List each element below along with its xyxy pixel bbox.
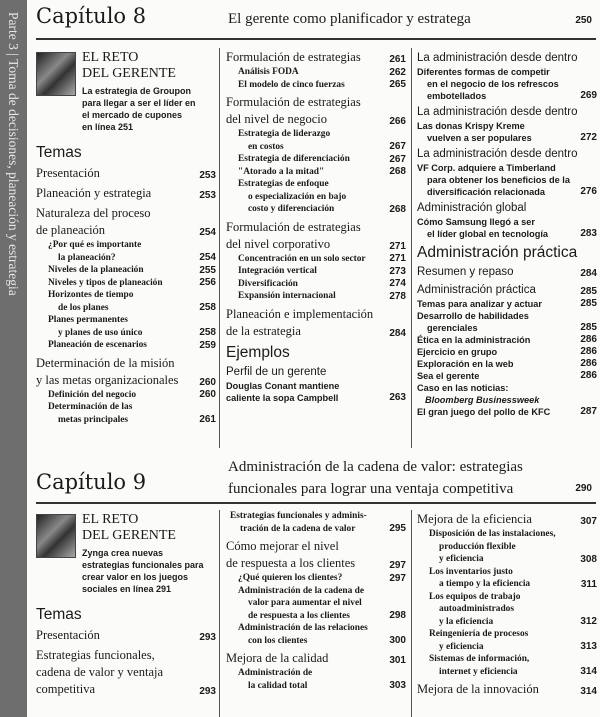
page-number: 269: [580, 90, 597, 101]
toc-entry: [226, 622, 406, 647]
entry-text: Administración de las relaciones: [238, 623, 368, 633]
entry-text: La administración desde dentro: [417, 106, 578, 118]
toc-entry: [417, 370, 597, 382]
toc-entry: [226, 278, 406, 291]
page-number: 298: [389, 610, 406, 621]
entry-text: de los planes: [58, 302, 109, 313]
page-number: 295: [389, 523, 406, 534]
entry-text: Planeación y estrategia: [36, 186, 152, 200]
page-number: 308: [580, 553, 597, 565]
entry-text: vuelven a ser populares: [427, 133, 532, 143]
toc-entry: [226, 306, 406, 340]
chapter-9-title: Administración de la cadena de valor: estrategias funcionales para lograr una ventaja competitiva: [228, 459, 523, 497]
page-number: 301: [389, 655, 406, 666]
page-number: 255: [199, 264, 216, 276]
entry-text: Definición del negocio: [48, 389, 137, 400]
entry-text: Mejora de la calidad: [226, 651, 329, 665]
toc-entry: [226, 380, 406, 404]
page-number: 313: [580, 641, 597, 652]
part-label: Parte 3 | Toma de decisiones, planeación y estrategia: [6, 12, 21, 296]
page-number: 284: [580, 268, 597, 279]
entry-text: La administración desde dentro: [417, 52, 578, 64]
entry-text: ¿Por qué es importante: [48, 240, 142, 250]
entry-text: a tiempo y la eficiencia: [439, 579, 531, 589]
entry-text: La administración desde dentro: [417, 148, 578, 160]
toc-entry: [36, 277, 216, 290]
entry-text: y eficiencia: [439, 554, 484, 564]
entry-text: Los equipos de trabajo: [429, 591, 521, 602]
entry-text: Administración práctica: [417, 244, 578, 261]
page-number: 273: [389, 265, 406, 277]
ch8-column-1: [36, 52, 216, 426]
column-divider: [219, 510, 220, 717]
entry-text: El modelo de cinco fuerzas: [238, 79, 345, 90]
toc-entry: [226, 166, 406, 179]
entry-text: Formulación de estrategias: [226, 219, 361, 234]
entry-text: Desarrollo de habilidades: [417, 311, 529, 321]
page-number: 287: [580, 406, 597, 417]
page-number: 258: [199, 327, 216, 338]
entry-text: Administración práctica: [417, 284, 536, 296]
manager-challenge: [36, 52, 216, 140]
entry-text: Temas: [36, 606, 82, 623]
ch8-column-3: [417, 48, 597, 418]
ch9-column-3: [417, 508, 597, 698]
page-number: 285: [580, 286, 597, 297]
entry-text: para obtener los beneficios de la: [427, 175, 570, 185]
toc-entry: [36, 264, 216, 277]
page-number: 258: [199, 302, 216, 313]
entry-text: Planeación de escenarios: [48, 340, 147, 350]
toc-entry: [36, 627, 216, 644]
toc-entry: [417, 406, 597, 418]
entry-text: Niveles y tipos de planeación: [48, 277, 163, 288]
toc-entry: [417, 310, 597, 334]
entry-text: Perfil de un gerente: [226, 365, 327, 378]
toc-entry: [36, 165, 216, 182]
page-number: 256: [199, 277, 216, 288]
toc-entry: [36, 205, 216, 239]
entry-text: Ejercicio en grupo: [417, 347, 498, 357]
entry-text: Caso en las noticias:: [417, 383, 509, 393]
page-number: 263: [389, 391, 406, 403]
page-number: 284: [389, 327, 406, 339]
page-number: 312: [580, 616, 597, 627]
toc-entry: [36, 185, 216, 202]
toc-entry: [417, 346, 597, 358]
toc-entry: [417, 511, 597, 528]
toc-entry: [417, 66, 597, 102]
entry-text: y la eficiencia: [439, 616, 494, 627]
challenge-description: Zynga crea nuevas estrategias funcionales para crear valor en los juegos sociales en línea 291: [82, 548, 204, 594]
entry-text: Administración de: [238, 668, 313, 678]
entry-text: y planes de uso único: [58, 327, 143, 338]
entry-text: Determinación de las: [48, 402, 133, 412]
page-number: 297: [389, 560, 406, 571]
toc-entry: [417, 201, 597, 216]
entry-text: producción flexible: [439, 541, 516, 552]
toc-entry: [417, 653, 597, 678]
page-number: 260: [199, 389, 216, 400]
page-number: 271: [389, 240, 406, 252]
entry-text: autoadministrados: [439, 604, 515, 614]
toc-entry: [417, 105, 597, 120]
entry-text: Planeación e implementación: [226, 306, 374, 321]
toc-entry: [36, 401, 216, 426]
entry-text: embotellados: [427, 91, 487, 101]
page-number: 253: [199, 190, 216, 201]
chapter-9-label: Capítulo 9: [36, 470, 147, 494]
section-heading: [36, 144, 216, 162]
entry-text: de respuesta a los clientes: [248, 610, 350, 621]
part-sidebar: [0, 0, 27, 717]
entry-text: del nivel de negocio: [226, 112, 328, 126]
chapter-8-page: 250: [575, 15, 592, 26]
page-number: 311: [580, 578, 597, 590]
challenge-title: EL RETO DEL GERENTE: [82, 512, 176, 543]
toc-entry: [36, 355, 216, 389]
entry-text: Estrategias funcionales,: [36, 648, 155, 662]
ch8-column-2: [226, 46, 406, 404]
toc-entry: [417, 591, 597, 629]
page-number: 293: [199, 686, 216, 697]
entry-text: el líder global en tecnología: [427, 229, 548, 239]
toc-entry: [226, 178, 406, 216]
entry-text: Niveles de la planeación: [48, 265, 144, 275]
toc-entry: [417, 120, 597, 144]
toc-entry: [226, 265, 406, 278]
entry-text: Sea el gerente: [417, 371, 480, 381]
ch9-column-1: [36, 514, 216, 698]
entry-text: de la estrategia: [226, 323, 301, 338]
entry-text: Integración vertical: [238, 266, 317, 276]
toc-entry: [36, 389, 216, 402]
page-number: 271: [389, 253, 406, 264]
toc-entry: [417, 681, 597, 698]
entry-text: diversificación relacionada: [427, 187, 545, 197]
entry-text: Resumen y repaso: [417, 266, 514, 278]
entry-text: cadena de valor y ventaja: [36, 665, 164, 679]
entry-text: o especialización en bajo: [248, 191, 347, 202]
page-number: 286: [580, 370, 597, 381]
toc-entry: [417, 298, 597, 310]
toc-entry: [226, 650, 406, 667]
page-number: 285: [580, 298, 597, 309]
page-number: 314: [580, 666, 597, 677]
toc-entry: [417, 216, 597, 240]
entry-text: Expansión internacional: [238, 291, 336, 301]
page-number: 268: [389, 203, 406, 215]
toc-entry: [36, 314, 216, 339]
page-number: 293: [199, 632, 216, 643]
entry-text: costo y diferenciación: [248, 204, 335, 214]
toc-entry: [226, 49, 406, 66]
entry-text: en el negocio de los refrescos: [427, 79, 559, 89]
page-number: 286: [580, 358, 597, 369]
challenge-photo: [36, 52, 76, 96]
toc-entry: [417, 283, 597, 298]
entry-text: Diversificación: [238, 278, 298, 289]
entry-text: la planeación?: [58, 252, 116, 263]
entry-text: Administración de la cadena de: [238, 585, 365, 596]
toc-entry: [417, 382, 597, 394]
entry-text: Presentación: [36, 166, 100, 180]
entry-text: Diferentes formas de competir: [417, 67, 550, 77]
page-number: 253: [199, 170, 216, 181]
divider: [36, 502, 596, 504]
page-number: 274: [389, 278, 406, 289]
manager-challenge: [36, 514, 216, 602]
page-number: 272: [580, 132, 597, 143]
page-number: 286: [580, 346, 597, 357]
page-number: 283: [580, 228, 597, 239]
toc-entry: [226, 66, 406, 79]
entry-text: Mejora de la eficiencia: [417, 512, 532, 526]
toc-entry: [417, 394, 597, 406]
section-heading: [226, 344, 406, 362]
page-number: 261: [389, 54, 406, 65]
page-number: 262: [389, 66, 406, 78]
entry-text: Formulación de estrategias: [226, 50, 361, 64]
challenge-description: La estrategia de Groupon para llegar a ser el líder en el mercado de cupones en línea 251: [82, 86, 196, 132]
toc-entry: [226, 667, 406, 692]
page-number: 300: [389, 635, 406, 646]
entry-text: competitiva: [36, 682, 96, 696]
entry-text: Cómo mejorar el nivel: [226, 539, 339, 553]
chapter-8-title: El gerente como planificador y estratega: [228, 11, 471, 27]
toc-entry: [226, 253, 406, 266]
toc-entry: [36, 647, 216, 698]
challenge-photo: [36, 514, 76, 558]
toc-entry: [417, 358, 597, 370]
page-number: 266: [389, 116, 406, 127]
column-divider: [411, 510, 412, 717]
entry-text: Estrategias de enfoque: [238, 179, 329, 189]
entry-text: de planeación: [36, 223, 106, 237]
chapter-8-label: Capítulo 8: [36, 4, 147, 28]
page-number: 265: [389, 79, 406, 90]
toc-entry: [417, 147, 597, 162]
entry-text: Exploración en la web: [417, 359, 514, 369]
entry-text: en costos: [248, 141, 284, 152]
toc-entry: [226, 128, 406, 153]
toc-entry: [226, 94, 406, 128]
page-number: 286: [580, 334, 597, 345]
page-number: 307: [580, 516, 597, 527]
section-heading: [417, 244, 597, 262]
entry-text: y eficiencia: [439, 641, 484, 652]
entry-text: Disposición de las instalaciones,: [429, 529, 556, 539]
entry-text: del nivel corporativo: [226, 236, 331, 251]
page-number: 303: [389, 680, 406, 691]
entry-text: Ética en la administración: [417, 335, 531, 345]
entry-text: caliente la sopa Campbell: [226, 392, 339, 403]
toc-entry: [226, 153, 406, 166]
entry-text: Administración global: [417, 202, 527, 214]
entry-text: Temas: [36, 144, 82, 161]
entry-text: Cómo Samsung llegó a ser: [417, 217, 535, 227]
page-number: 267: [389, 153, 406, 165]
entry-text: Bloomberg Businessweek: [425, 395, 540, 405]
entry-text: Horizontes de tiempo: [48, 290, 134, 300]
column-divider: [219, 48, 220, 448]
page-number: 297: [389, 572, 406, 584]
entry-text: Estrategia de diferenciación: [238, 154, 350, 164]
entry-text: Temas para analizar y actuar: [417, 299, 542, 309]
toc-entry: [226, 219, 406, 253]
page-number: 285: [580, 322, 597, 333]
entry-text: internet y eficiencia: [439, 666, 518, 677]
toc-entry: [417, 334, 597, 346]
entry-text: Concentración en un solo sector: [238, 253, 366, 264]
toc-entry: [417, 566, 597, 591]
toc-entry: [417, 265, 597, 280]
entry-text: valor para aumentar el nivel: [248, 598, 362, 608]
entry-text: "Atorado a la mitad": [238, 166, 325, 177]
entry-text: Ejemplos: [226, 343, 290, 361]
entry-text: con los clientes: [248, 635, 308, 646]
entry-text: ¿Qué quieren los clientes?: [238, 573, 343, 583]
entry-text: tración de la cadena de valor: [240, 523, 356, 534]
page-number: 260: [199, 376, 216, 388]
toc-entry: [226, 585, 406, 623]
entry-text: El gran juego del pollo de KFC: [417, 407, 551, 417]
entry-text: Presentación: [36, 628, 100, 642]
entry-text: Planes permanentes: [48, 315, 128, 325]
entry-text: Análisis FODA: [238, 67, 299, 77]
entry-text: gerenciales: [427, 323, 478, 333]
entry-text: la calidad total: [248, 680, 308, 691]
page-number: 276: [580, 186, 597, 197]
page-number: 254: [199, 227, 216, 238]
entry-text: VF Corp. adquiere a Timberland: [417, 163, 556, 173]
toc-entry: [417, 628, 597, 653]
page-number: 259: [199, 339, 216, 351]
column-divider: [411, 48, 412, 448]
toc-entry: [36, 289, 216, 314]
entry-text: Los inventarios justo: [429, 566, 513, 577]
entry-text: Naturaleza del proceso: [36, 206, 151, 220]
toc-entry: [226, 510, 406, 535]
toc-entry: [417, 51, 597, 66]
entry-text: y las metas organizacionales: [36, 372, 179, 387]
toc-entry: [226, 290, 406, 303]
entry-text: Douglas Conant mantiene: [226, 380, 340, 391]
page-number: 254: [199, 252, 216, 263]
toc-entry: [226, 572, 406, 585]
entry-text: Determinación de la misión: [36, 355, 175, 370]
entry-text: metas principales: [58, 414, 129, 425]
toc-entry: [226, 538, 406, 572]
page-number: 278: [389, 290, 406, 302]
entry-text: Las donas Krispy Kreme: [417, 121, 525, 131]
chapter-9-page: 290: [575, 483, 592, 494]
ch9-column-2: [226, 510, 406, 692]
entry-text: Mejora de la innovación: [417, 682, 539, 696]
section-heading: [36, 606, 216, 624]
toc-entry: [226, 365, 406, 380]
entry-text: Formulación de estrategias: [226, 95, 361, 109]
toc-entry: [226, 79, 406, 92]
challenge-title: EL RETO DEL GERENTE: [82, 50, 176, 81]
entry-text: Reingeniería de procesos: [429, 629, 529, 639]
entry-text: de respuesta a los clientes: [226, 556, 356, 570]
page-number: 314: [580, 686, 597, 697]
entry-text: Estrategias funcionales y adminis-: [230, 511, 367, 521]
toc-entry: [36, 239, 216, 264]
page-number: 267: [389, 141, 406, 152]
entry-text: Estrategia de liderazgo: [238, 129, 331, 139]
toc-entry: [417, 528, 597, 566]
toc-entry: [417, 162, 597, 198]
entry-text: Sistemas de información,: [429, 654, 530, 664]
divider: [36, 38, 596, 40]
page-number: 261: [199, 414, 216, 425]
toc-entry: [36, 339, 216, 352]
page-number: 268: [389, 166, 406, 177]
